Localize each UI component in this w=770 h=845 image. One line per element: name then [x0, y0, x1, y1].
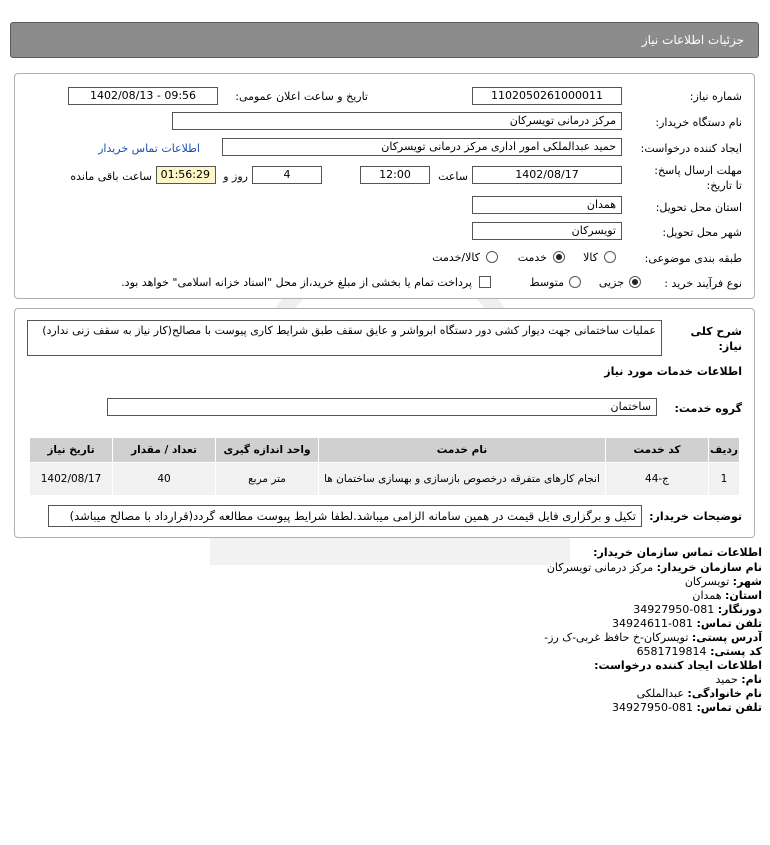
announce-datetime-field[interactable]: 1402/08/13 - 09:56: [68, 87, 218, 105]
contact-phone: تلفن تماس: 081-34924611: [612, 617, 762, 630]
services-table: [29, 437, 740, 496]
contact-org: نام سازمان خریدار: مرکز درمانی تویسرکان: [546, 561, 762, 574]
table-row: [30, 463, 740, 496]
province-label: استان محل تحویل:: [655, 201, 742, 214]
process-option-medium: متوسط: [529, 276, 564, 289]
need-details-panel: [14, 73, 755, 299]
category-option-goods: کالا: [583, 251, 598, 264]
col-name: نام خدمت: [319, 438, 606, 463]
province-field[interactable]: همدان: [472, 196, 622, 214]
contact-province: استان: همدان: [692, 589, 762, 602]
col-date: تاریخ نیاز: [30, 438, 113, 463]
buyer-contact-link[interactable]: اطلاعات تماس خریدار: [98, 142, 200, 155]
col-code: کد خدمت: [606, 438, 709, 463]
contact-city: شهر: تویسرکان: [684, 575, 762, 588]
page-header: [10, 22, 759, 58]
category-option-service: خدمت: [517, 251, 547, 264]
col-qty: تعداد / مقدار: [113, 438, 216, 463]
cell-code: ج-44: [606, 463, 709, 496]
category-option-goods-service: کالا/خدمت: [432, 251, 480, 264]
process-option-minor: جزیی: [598, 276, 624, 289]
category-radio-goods[interactable]: [604, 251, 616, 263]
process-radio-medium[interactable]: [569, 276, 581, 288]
cell-unit: متر مربع: [216, 463, 319, 496]
contact-fax: دورنگار: 081-34927950: [633, 603, 762, 616]
buyer-label: نام دستگاه خریدار:: [655, 116, 742, 129]
cell-row: 1: [709, 463, 740, 496]
days-field[interactable]: 4: [252, 166, 322, 184]
need-number-label: شماره نیاز:: [689, 90, 742, 103]
city-field[interactable]: تویسرکان: [472, 222, 622, 240]
category-label: طبقه بندی موضوعی:: [644, 252, 742, 265]
creator-family: نام خانوادگی: عبدالملکی: [636, 687, 762, 700]
creator-title: اطلاعات ایجاد کننده درخواست:: [594, 659, 762, 672]
category-radio-goods-service[interactable]: [486, 251, 498, 263]
summary-label: شرح کلی نیاز:: [690, 325, 742, 353]
contact-address: آدرس پستی: تویسرکان-خ حافظ غربی-ک رز-: [544, 631, 762, 644]
remaining-label: ساعت باقی مانده: [70, 170, 152, 183]
deadline-time-label: ساعت: [438, 170, 468, 183]
buyer-field[interactable]: مرکز درمانی تویسرکان: [172, 112, 622, 130]
remaining-time-field[interactable]: 01:56:29: [156, 166, 216, 184]
contact-title: اطلاعات تماس سازمان خریدار:: [593, 546, 762, 559]
buyer-notes-field[interactable]: تکیل و برگزاری فایل قیمت در همین سامانه الزامی میباشد.لطفا شرایط پیوست مطالعه گردد(قرارداد با مصالح میباشد): [48, 505, 642, 527]
deadline-date-field[interactable]: 1402/08/17: [472, 166, 622, 184]
city-label: شهر محل تحویل:: [662, 226, 742, 239]
creator-field[interactable]: حمید عبدالملکی امور اداری مرکز درمانی تویسرکان: [222, 138, 622, 156]
treasury-checkbox[interactable]: [479, 276, 491, 288]
creator-phone: تلفن تماس: 081-34927950: [612, 701, 762, 714]
creator-name: نام: حمید: [715, 673, 762, 686]
service-group-field[interactable]: ساختمان: [107, 398, 657, 416]
cell-qty: 40: [113, 463, 216, 496]
cell-date: 1402/08/17: [30, 463, 113, 496]
announce-label: تاریخ و ساعت اعلان عمومی:: [235, 90, 368, 103]
buyer-notes-label: توضیحات خریدار:: [649, 510, 742, 523]
service-group-label: گروه خدمت:: [674, 402, 742, 415]
cell-name: انجام کارهای متفرقه درخصوص بازسازی و بهسازی ساختمان ها: [319, 463, 606, 496]
deadline-time-field[interactable]: 12:00: [360, 166, 430, 184]
creator-label: ایجاد کننده درخواست:: [640, 142, 742, 155]
process-label: نوع فرآیند خرید :: [664, 277, 742, 290]
summary-field[interactable]: عملیات ساختمانی جهت دیوار کشی دور دستگاه ابرواشر و عایق سقف طبق شرایط کاری پیوست با مصالح(کار نیاز به سقف زنی ندارد): [27, 320, 662, 356]
deadline-label: مهلت ارسال پاسخ: تا تاریخ:: [654, 164, 742, 192]
payment-note: پرداخت تمام یا بخشی از مبلغ خرید،از محل "اسناد خزانه اسلامی" خواهد بود.: [121, 276, 472, 289]
contact-postal: کد پستی: 6581719814: [636, 645, 762, 658]
services-section-title: اطلاعات خدمات مورد نیاز: [604, 365, 742, 378]
process-radio-minor[interactable]: [629, 276, 641, 288]
table-header-row: [30, 438, 740, 463]
days-label: روز و: [223, 170, 248, 183]
col-row: ردیف: [709, 438, 740, 463]
category-radio-service[interactable]: [553, 251, 565, 263]
need-number-field[interactable]: 1102050261000011: [472, 87, 622, 105]
page-title: جزئیات اطلاعات نیاز: [641, 33, 744, 47]
col-unit: واحد اندازه گیری: [216, 438, 319, 463]
